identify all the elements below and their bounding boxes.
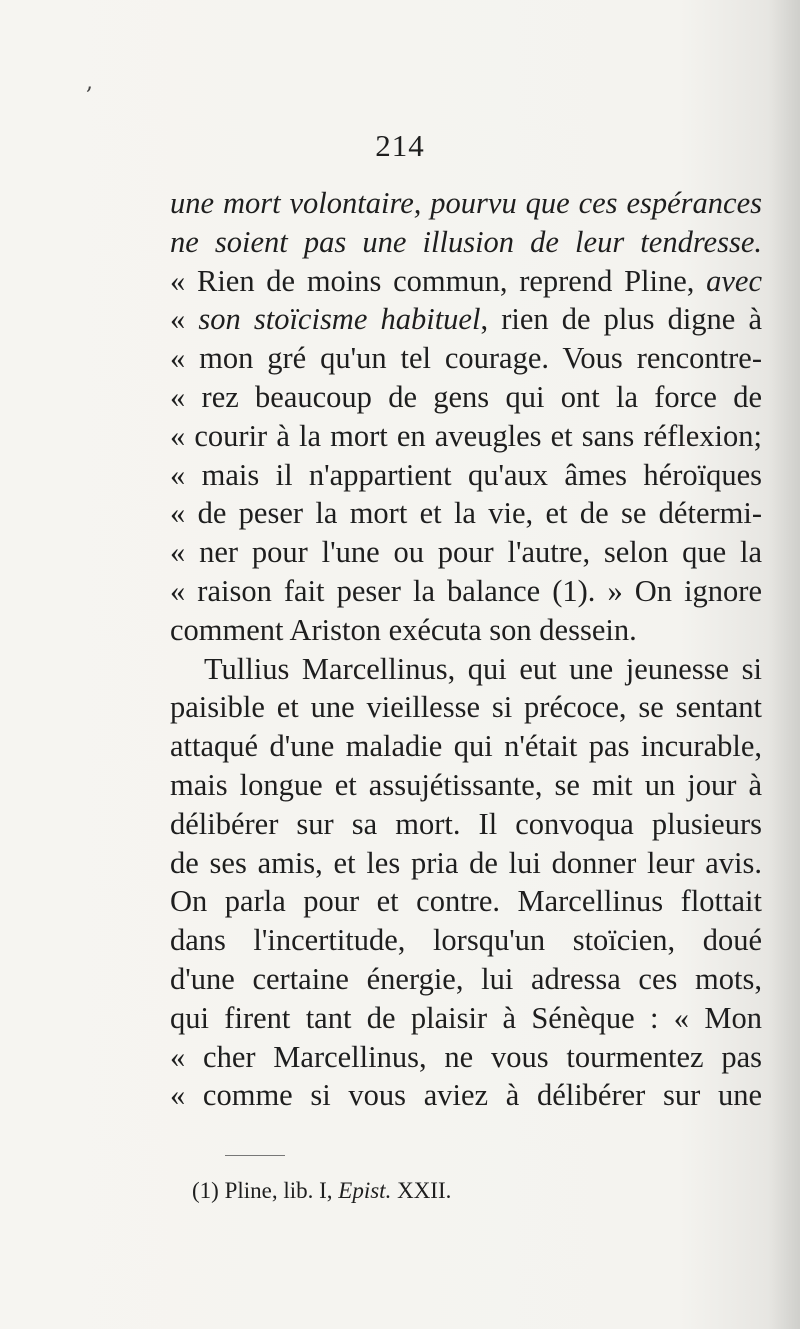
text-segment: « comme si vous aviez à délibérer sur une xyxy=(170,1078,762,1113)
text-line xyxy=(170,1076,762,1115)
text-line xyxy=(170,572,762,611)
text-segment: « ner pour l'une ou pour l'autre, selon que la xyxy=(170,535,762,570)
text-segment: « xyxy=(170,302,199,337)
text-segment: « courir à la mort en aveugles et sans réflexion; xyxy=(170,418,762,453)
text-segment: « raison fait peser la balance (1). » On ignore xyxy=(170,573,762,608)
text-line xyxy=(170,533,762,572)
text-segment: dans l'incertitude, lorsqu'un stoïcien, doué xyxy=(170,923,762,958)
ink-speck: , xyxy=(86,70,93,95)
body-text xyxy=(170,184,762,1115)
text-line xyxy=(170,262,762,301)
text-segment: avec xyxy=(706,263,762,298)
text-segment: attaqué d'une maladie qui n'était pas incurable, xyxy=(170,729,762,764)
text-segment: qui firent tant de plaisir à Sénèque : « Mon xyxy=(170,1000,762,1035)
text-segment: Tullius Marcellinus, qui eut une jeunesse si xyxy=(204,651,762,686)
text-segment: , rien de plus digne à xyxy=(480,302,763,337)
text-segment: son stoïcisme habituel xyxy=(198,302,481,337)
footnote-segment: XXII. xyxy=(391,1178,452,1203)
text-segment: ne soient pas une illusion de leur tendresse. xyxy=(170,224,762,259)
text-segment: comment Ariston exécuta son dessein. xyxy=(170,612,637,647)
text-line xyxy=(170,223,762,262)
text-segment: « de peser la mort et la vie, et de se détermi- xyxy=(170,496,762,531)
text-segment: « mais il n'appartient qu'aux âmes héroïques xyxy=(170,457,762,492)
footnote-rule xyxy=(225,1155,285,1156)
text-line xyxy=(170,805,762,844)
text-line xyxy=(170,727,762,766)
text-line xyxy=(170,494,762,533)
text-line xyxy=(170,611,762,650)
text-segment: « Rien de moins commun, reprend Pline, xyxy=(170,263,707,298)
text-segment: d'une certaine énergie, lui adressa ces mots, xyxy=(170,961,762,996)
footnote-segment: (1) Pline, lib. I, xyxy=(192,1178,339,1203)
text-line xyxy=(170,417,762,456)
text-line xyxy=(170,378,762,417)
text-segment: « cher Marcellinus, ne vous tourmentez pas xyxy=(170,1039,762,1074)
text-line xyxy=(170,456,762,495)
footnote-segment: Epist. xyxy=(338,1178,392,1203)
text-line xyxy=(170,1038,762,1077)
footnote xyxy=(192,1178,451,1204)
text-segment: une mort volontaire, pourvu que ces espérances xyxy=(170,186,762,220)
page-number: 214 xyxy=(375,128,425,163)
text-segment: de ses amis, et les pria de lui donner leur avis. xyxy=(170,845,762,880)
text-line xyxy=(170,184,762,223)
text-segment: mais longue et assujétissante, se mit un jour à xyxy=(170,767,762,802)
text-line xyxy=(170,766,762,805)
text-line xyxy=(170,844,762,883)
text-segment: « rez beaucoup de gens qui ont la force de xyxy=(170,379,762,414)
text-segment: « mon gré qu'un tel courage. Vous rencontre- xyxy=(170,341,762,376)
text-line xyxy=(170,882,762,921)
text-segment: délibérer sur sa mort. Il convoqua plusieurs xyxy=(170,806,762,841)
text-segment: On parla pour et contre. Marcellinus flottait xyxy=(170,884,762,919)
text-segment: paisible et une vieillesse si précoce, se sentant xyxy=(170,690,762,725)
text-line xyxy=(170,339,762,378)
text-line xyxy=(170,999,762,1038)
text-line xyxy=(170,300,762,339)
text-line xyxy=(170,960,762,999)
text-line xyxy=(170,650,762,689)
text-line xyxy=(170,688,762,727)
text-line xyxy=(170,921,762,960)
